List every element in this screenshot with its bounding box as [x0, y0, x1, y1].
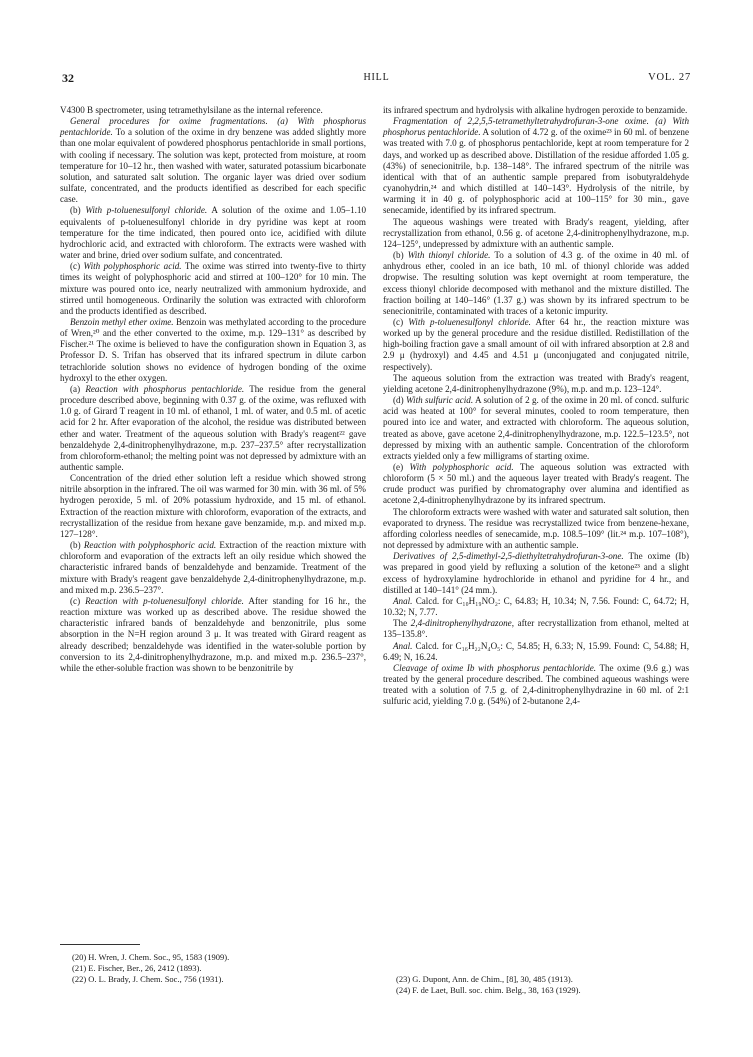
paragraph-text: After 64 hr., the reaction mixture was worked up by the general procedure and the residue distilled. Redistillation of the high-boiling fraction gave a small amount of oil with infrared absorption at 2.8 and 2.9 μ (hydroxyl) and 4.45 and 4.51 μ (unconjugated and conjugated nitrile, respectively).	[383, 316, 690, 372]
paragraph-label: (c)	[393, 316, 409, 327]
paragraph	[383, 217, 689, 250]
paragraph-label: (c)	[70, 595, 86, 606]
paragraph-label: (a)	[70, 383, 86, 394]
footnote: (21) E. Fischer, Ber., 26, 2412 (1893).	[72, 963, 202, 973]
paragraph	[383, 317, 689, 373]
paragraph	[383, 551, 689, 596]
paragraph-text: The aqueous solution from the extraction was treated with Brady's reagent, yielding acetone 2,4-dinitrophenylhydrazone (9%), m.p. and m.p. 123–124°.	[383, 372, 689, 394]
footnotes-left	[72, 952, 372, 985]
paragraph	[60, 261, 366, 317]
footnote: (24) F. de Laet, Bull. soc. chim. Belg., 38, 163 (1929).	[396, 985, 581, 995]
paragraph-heading: With p-toluenesulfonyl chloride.	[408, 316, 531, 327]
running-header	[62, 71, 691, 87]
paragraph	[383, 116, 689, 216]
paragraph-heading: With sulfuric acid.	[405, 395, 474, 406]
paragraph-text: Concentration of the dried ether solution left a residue which showed strong nitrile absorption in the infrared. The oil was warmed for 30 min. with 36 ml. of 5% hydrogen peroxide, 5 ml. of 20% potassium hydroxide, and 15 ml. of ethanol. Extraction of the reaction mixture with chloroform, evaporation of the extracts, and recrystallization of the residue from hexane gave benzamide, m.p. and mixed m.p. 127–128°.	[60, 473, 366, 539]
paragraph-label: (b)	[70, 205, 86, 216]
footnote: (22) O. L. Brady, J. Chem. Soc., 756 (1931).	[72, 974, 224, 984]
paragraph-heading: With thionyl chloride.	[407, 250, 491, 261]
paragraph-text: Calcd. for C₁₆H₂₂N₄O₅: C, 54.85; H, 6.33; N, 15.99. Found: C, 54.88; H, 6.49; N, 16.24.	[383, 640, 689, 662]
paragraph	[383, 462, 689, 507]
paragraph-text: The oxime was stirred into twenty-five to thirty times its weight of polyphosphoric acid and stirred at 100–120° for 10 min. The mixture was poured onto ice, nearly neutralized with ammonium hydroxide, and stirred until homogeneous. Ordinarily the solution was extracted with chloroform and the products identified as described.	[60, 261, 366, 316]
paragraph-text: V4300 B spectrometer, using tetramethylsilane as the internal reference.	[60, 105, 323, 115]
paragraph-text: To a solution of the oxime in dry benzene was added slightly more than one molar equivalent of powdered phosphorus pentachloride in small portions, with cooling if necessary. The solution was kept, protected from moisture, at room temperature for 10–12 hr., then washed with water, saturated potassium bicarbonate solution, and saturated salt solution. The organic layer was dried over sodium sulfate, concentrated, and the products identified as described for each specific case.	[60, 127, 366, 205]
paragraph-text: The residue from the general procedure described above, beginning with 0.37 g. of the oxime, was refluxed with 1.0 g. of Girard T reagent in 10 ml. of ethanol, 1 ml. of water, and 0.5 ml. of acetic acid for 2 hr. After evaporation of the alcohol, the residue was distributed between ether and water. Treatment of the aqueous solution with Brady's reagent²² gave benzaldehyde 2,4-dinitrophenylhydrazone, m.p. 237–237.5° after recrystallization from chloroform-ethanol; the melting point was not depressed by admixture with an authentic sample.	[60, 383, 366, 472]
paragraph	[60, 205, 366, 261]
paragraph	[60, 473, 366, 540]
paragraph-text: To a solution of 4.3 g. of the oxime in 40 ml. of anhydrous ether, cooled in an ice bath, 10 ml. of thionyl chloride was added dropwise. The resulting solution was kept overnight at room temperature, the excess thionyl chloride decomposed with methanol and the mixture distilled. The fraction boiling at 140–146° (1.37 g.) was shown by its infrared spectrum to be senecionitrile, contaminated with traces of a ketonic impurity.	[383, 250, 689, 316]
paragraph	[383, 250, 689, 317]
volume-label: VOL. 27	[648, 72, 691, 83]
footnotes-right	[396, 974, 696, 996]
footnote: (23) G. Dupont, Ann. de Chim., [8], 30, 485 (1913).	[396, 974, 573, 984]
paragraph-label: (b)	[70, 540, 84, 551]
paragraph-text: Calcd. for C₁₀H₁₉NO₂: C, 64.83; H, 10.34; N, 7.56. Found: C, 64.72; H, 10.32; N, 7.77.	[383, 595, 689, 618]
paragraph-label: (e)	[393, 462, 410, 472]
paragraph-text: A solution of 4.72 g. of the oxime²³ in 60 ml. of benzene was treated with 7.0 g. of phosphorus pentachloride, kept at room temperature for 2 days, and worked up as described above. Distillation of the residue afforded 1.05 g. (43%) of senecionitrile, b.p. 138–148°. The infrared spectrum of the nitrile was identical with that of an authentic sample prepared from isobutyraldehyde cyanohydrin,²⁴ and which distilled at 140–143°. Hydrolysis of the nitrile, by warming it in 40 g. of polyphosphoric acid at 100–115° for 30 min., gave senecamide, identified by its infrared spectrum.	[383, 127, 689, 216]
paragraph	[383, 395, 689, 462]
paragraph-text: A solution of 2 g. of the oxime in 20 ml. of concd. sulfuric acid was heated at 100° for several minutes, cooled to room temperature, then poured into ice and water, and extracted with chloroform. The aqueous solution, treated as above, gave acetone 2,4-dinitrophenylhydrazone, m.p. 122.5–123.5°, not depressed by mixing with an authentic sample. Concentration of the chloroform extracts yielded only a few milligrams of starting oxime.	[383, 395, 690, 461]
paragraph-italic-term: 2,4-dinitrophenylhydrazone,	[410, 618, 514, 629]
footnote: (20) H. Wren, J. Chem. Soc., 95, 1583 (1909).	[72, 952, 230, 962]
paragraph-heading: Fragmentation of 2,2,5,5-tetramethyltetrahydrofuran-3-one oxime. (a) With phosphorus pentachloride.	[383, 116, 689, 138]
paragraph-heading: Reaction with polyphosphoric acid.	[83, 540, 217, 551]
paragraph	[60, 540, 366, 596]
running-author: HILL	[363, 72, 390, 83]
paragraph-heading: With polyphosphoric acid.	[409, 462, 514, 472]
left-column	[60, 105, 366, 674]
paragraph	[383, 373, 689, 395]
paragraph	[383, 618, 689, 640]
paragraph-heading: Benzoin methyl ether oxime.	[70, 316, 174, 327]
right-column	[383, 105, 689, 707]
paragraph-heading: Cleavage of oxime Ib with phosphorus pentachloride.	[393, 662, 597, 673]
paragraph	[60, 596, 366, 674]
paragraph-heading: Derivatives of 2,5-dimethyl-2,5-diethyltetrahydrofuran-3-one.	[393, 551, 624, 562]
paragraph-text: A solution of the oxime and 1.05–1.10 equivalents of p-toluenesulfonyl chloride in dry pyridine was kept at room temperature for the time indicated, then poured onto ice, acidified with dilute hydrochloric acid, and extracted with chloroform. The extracts were washed with water and brine, dried over sodium sulfate, and concentrated.	[60, 205, 367, 261]
paragraph-text: The aqueous washings were treated with Brady's reagent, yielding, after recrystallization from ethanol, 0.56 g. of acetone 2,4-dinitrophenylhydrazone, m.p. 124–125°, undepressed by admixture with an authentic sample.	[383, 216, 689, 249]
paragraph-text: The	[393, 618, 411, 629]
paragraph-heading: Anal.	[393, 640, 413, 651]
paragraph	[60, 116, 366, 205]
paragraph-text: its infrared spectrum and hydrolysis with alkaline hydrogen peroxide to benzamide.	[383, 105, 688, 115]
paragraph	[60, 105, 366, 116]
paragraph-heading: Reaction with phosphorus pentachloride.	[85, 383, 245, 394]
paragraph	[383, 663, 689, 708]
paragraph-text: The oxime (9.6 g.) was treated by the general procedure described. The combined aqueous washings were treated with a solution of 7.5 g. of 2,4-dinitrophenylhydrazine in 60 ml. of 2:1 sulfuric acid, yielding 7.0 g. (54%) of 2-butanone 2,4-	[383, 662, 689, 707]
paragraph-text: The chloroform extracts were washed with water and saturated salt solution, then evaporated to dryness. The residue was recrystallized twice from benzene-hexane, affording colorless needles of senecamide, m.p. 108.5–109° (lit.²⁴ m.p. 107–108°), not depressed by admixture with an authentic sample.	[383, 506, 689, 551]
paragraph	[60, 317, 366, 384]
footnote-rule	[60, 944, 140, 945]
paragraph	[383, 596, 689, 618]
paragraph-heading: With p-toluenesulfonyl chloride.	[85, 205, 208, 216]
paragraph-heading: General procedures for oxime fragmentations. (a) With phosphorus pentachloride.	[60, 116, 366, 138]
paragraph-text: after recrystallization from ethanol, melted at 135–135.8°.	[383, 618, 689, 640]
paragraph	[383, 507, 689, 552]
paragraph-label: (b)	[393, 250, 408, 261]
paragraph-text: The aqueous solution was extracted with chloroform (5 × 50 ml.) and the aqueous layer treated with Brady's reagent. The crude product was purified by chromatography over alumina and identified as acetone 2,4-dinitrophenylhydrazone by its infrared spectrum.	[383, 462, 689, 506]
paragraph-text: After standing for 16 hr., the reaction mixture was worked up as described above. The residue showed the characteristic infrared bands of benzaldehyde and benzonitrile, plus some absorption in the N=H region around 3 μ. It was treated with Girard reagent as already described; benzaldehyde was identified in the water-soluble portion by conversion to its 2,4-dinitrophenylhydrazone, m.p. and mixed m.p. 236.5–237°, while the ether-soluble fraction was shown to be benzonitrile by	[60, 595, 366, 673]
paragraph	[60, 384, 366, 473]
paragraph-label: (d)	[393, 395, 406, 406]
paragraph-heading: Anal.	[393, 595, 413, 606]
paragraph	[383, 105, 689, 116]
page-number: 32	[62, 71, 74, 85]
paragraph-text: Extraction of the reaction mixture with chloroform and evaporation of the extracts left an oily residue which showed the characteristic infrared bands of benzaldehyde and benzamide. Treatment of the mixture with Brady's reagent gave benzaldehyde 2,4-dinitrophenylhydrazone, m.p. and mixed m.p. 236.5–237°.	[60, 540, 366, 595]
paragraph-heading: Reaction with p-toluenesulfonyl chloride.	[85, 595, 244, 606]
paragraph-heading: With polyphosphoric acid.	[83, 261, 182, 272]
paragraph-label: (c)	[70, 261, 84, 272]
paragraph-text: The oxime (Ib) was prepared in good yield by refluxing a solution of the ketone²³ and a slight excess of hydroxylamine hydrochloride in ethanol and pyridine for 4 hr., and distilled at 140–141° (24 mm.).	[383, 551, 690, 595]
paragraph	[383, 641, 689, 663]
paragraph-text: Benzoin was methylated according to the procedure of Wren,²⁰ and the ether converted to the oxime, m.p. 129–131° as described by Fischer.²¹ The oxime is believed to have the configuration shown in Equation 3, as Professor D. S. Trifan has observed that its infrared spectrum in dilute carbon tetrachloride solution shows no evidence of hydrogen bonding of the oxime hydroxyl to the ether oxygen.	[60, 316, 366, 383]
